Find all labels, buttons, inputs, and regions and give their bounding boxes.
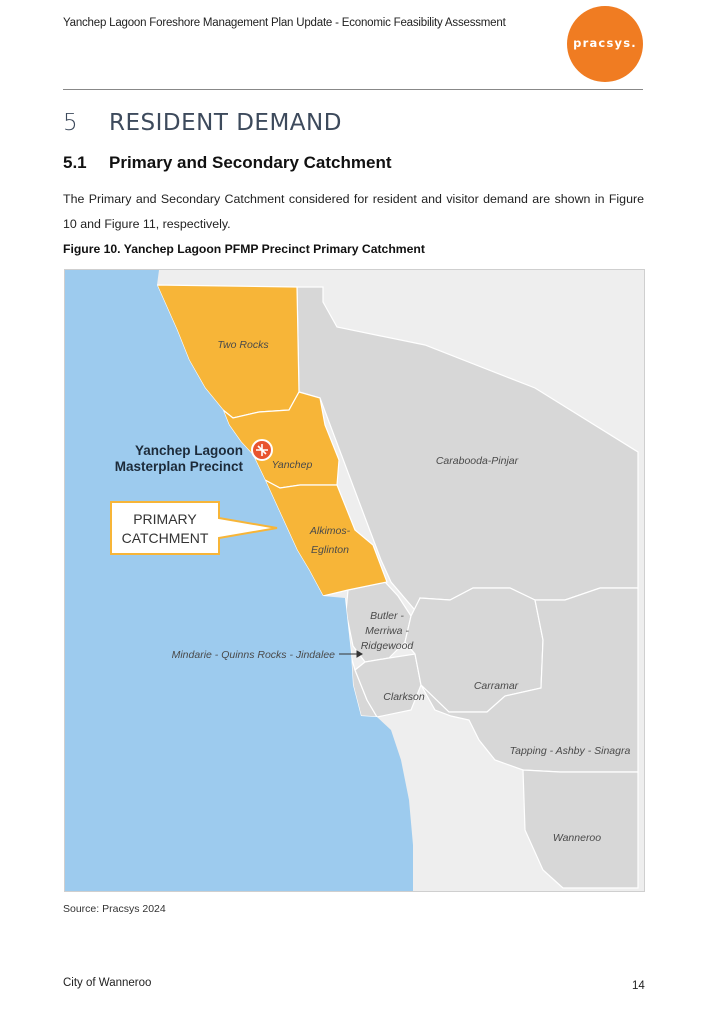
precinct-label-line1: Yanchep Lagoon <box>134 443 243 458</box>
figure-source: Source: Pracsys 2024 <box>63 903 166 915</box>
label-butler-1: Butler - <box>370 610 404 622</box>
label-alkimos-1: Alkimos- <box>309 525 351 537</box>
label-butler-3: Ridgewood <box>360 640 414 652</box>
subsection-title: Primary and Secondary Catchment <box>109 153 392 172</box>
logo-text: pracsys. <box>573 36 637 50</box>
label-clarkson: Clarkson <box>383 691 425 703</box>
label-alkimos-2: Eglinton <box>311 544 349 556</box>
body-paragraph: The Primary and Secondary Catchment considered for resident and visitor demand are shown in Figure 10 and Figure 11, respectively. <box>63 192 644 231</box>
callout-line2: CATCHMENT <box>121 530 209 546</box>
catchment-map <box>64 269 645 892</box>
footer-organisation: City of Wanneroo <box>63 977 152 989</box>
label-wanneroo: Wanneroo <box>552 832 602 844</box>
callout-line1: PRIMARY <box>133 511 197 527</box>
section-number: 5 <box>63 110 78 136</box>
page-number: 14 <box>632 980 645 992</box>
subsection-number: 5.1 <box>63 153 87 172</box>
label-mindarie: Mindarie - Quinns Rocks - Jindalee <box>171 649 335 661</box>
document-header-title: Yanchep Lagoon Foreshore Management Plan Update - Economic Feasibility Assessment <box>63 17 506 29</box>
label-carramar: Carramar <box>473 680 519 692</box>
pracsys-logo <box>567 6 643 82</box>
header-divider <box>63 89 643 90</box>
precinct-marker-icon <box>252 440 272 460</box>
label-tapping: Tapping - Ashby - Sinagra <box>509 745 631 757</box>
label-two-rocks: Two Rocks <box>217 339 269 351</box>
figure-caption: Figure 10. Yanchep Lagoon PFMP Precinct Primary Catchment <box>63 242 425 256</box>
label-butler-2: Merriwa - <box>365 625 409 637</box>
precinct-label-line2: Masterplan Precinct <box>114 459 243 474</box>
section-title: RESIDENT DEMAND <box>109 110 342 136</box>
label-carabooda: Carabooda-Pinjar <box>435 455 519 467</box>
label-yanchep: Yanchep <box>271 459 313 471</box>
